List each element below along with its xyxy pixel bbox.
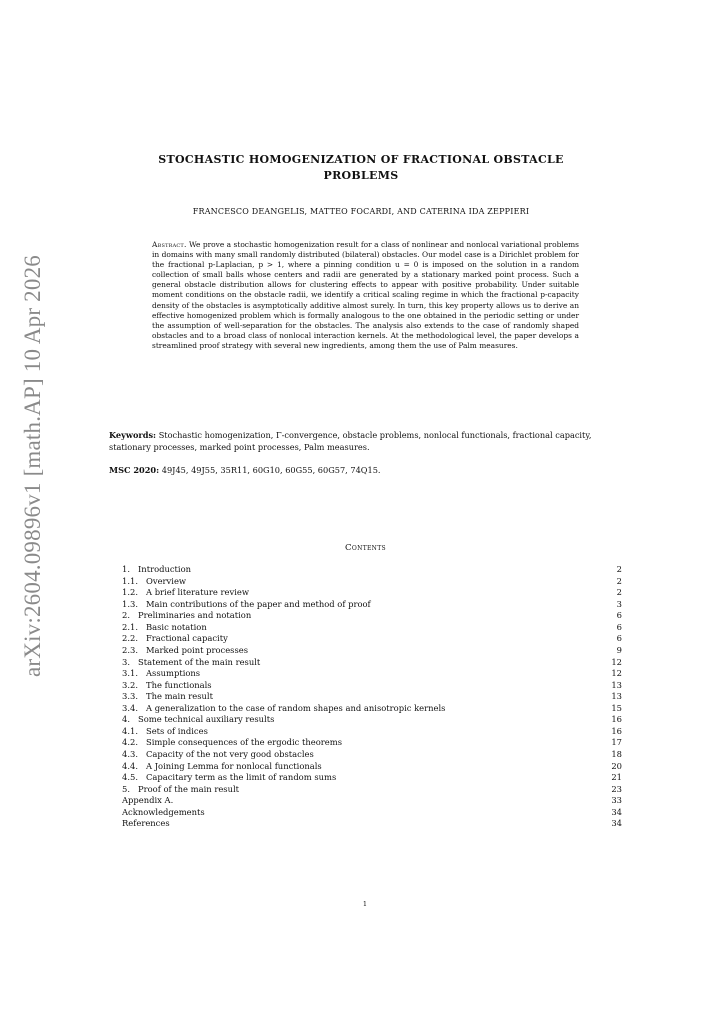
msc-text: 49J45, 49J55, 35R11, 60G10, 60G55, 60G57, 74Q15. [161,465,381,475]
toc-entry-number: 1.2. [122,587,138,598]
page-number: 1 [362,900,368,908]
toc-entry-title: A brief literature review [145,587,250,598]
toc-entry[interactable] [122,599,622,611]
toc-entry-page: 6 [616,633,622,644]
toc-entry[interactable] [122,714,622,726]
toc-entry-page: 34 [611,806,622,817]
toc-entry-number: 2.3. [122,644,138,655]
toc-entry-title: Proof of the main result [138,783,240,794]
toc-entry-page: 20 [611,760,622,771]
toc-entry[interactable] [122,807,622,819]
toc-entry-page: 21 [611,772,622,783]
toc-entry-number: 3.3. [122,691,138,702]
toc-entry-page: 12 [611,656,622,667]
toc-entry-number: 2.1. [122,621,138,632]
toc-entry[interactable] [122,657,622,669]
toc-entry-number: 1. [122,564,130,574]
toc-entry-number: 3.4. [122,702,138,713]
toc-entry-title: Capacitary term as the limit of random sums [145,772,337,783]
toc-entry-number: 3.2. [122,679,138,690]
toc-entry-page: 6 [616,621,622,632]
toc-entry-title: References [122,818,170,829]
contents-title: Contents [345,543,386,553]
msc-label: MSC 2020: [109,465,160,475]
toc-entry[interactable] [122,726,622,738]
toc-entry[interactable] [122,668,622,680]
toc-entry-page: 15 [611,702,622,713]
toc-entry-page: 2 [616,575,622,586]
toc-entry[interactable] [122,772,622,784]
toc-entry[interactable] [122,622,622,634]
toc-entry[interactable] [122,680,622,692]
table-of-contents [122,564,622,830]
toc-entry-number: 3.1. [122,668,138,679]
toc-entry[interactable] [122,737,622,749]
toc-entry-number: 1.3. [122,598,138,609]
toc-entry-title: A Joining Lemma for nonlocal functionals [145,760,322,771]
toc-entry-number: 4.2. [122,737,138,748]
toc-entry-page: 12 [611,668,622,679]
toc-entry-page: 13 [611,691,622,702]
paper-authors: FRANCESCO DEANGELIS, MATTEO FOCARDI, AND CATERINA IDA ZEPPIERI [192,207,530,216]
toc-entry-title: Marked point processes [145,644,249,655]
abstract-text: We prove a stochastic homogenization result for a class of nonlinear and nonlocal variational problems in domains with many small randomly distributed (bilateral) obstacles. Our model case is a Dirichlet problem for the fractional p-Laplacian, p > 1, where a pinning condition u = 0 is imposed on the solution in a random collection of small balls whose centers and radii are generated by a stationary marked point process. Such a general obstacle distribution allows for clustering effects to appear with positive probability. Under suitable moment conditions on the obstacle radii, we identify a critical scaling regime in which the fractional p-capacity density of the obstacles is asymptotically additive almost surely. In turn, this key property allows us to derive an effective homogenized problem which is formally analogous to the one obtained in the periodic setting or under the assumption of well-separation for the obstacles. The analysis also extends to the case of randomly shaped obstacles and to a broad class of nonlocal interaction kernels. At the methodological level, the paper develops a streamlined proof strategy with several new ingredients, among them the use of Palm measures. [152,240,579,350]
toc-entry[interactable] [122,645,622,657]
toc-entry[interactable] [122,691,622,703]
toc-entry-page: 3 [616,598,622,609]
toc-entry-number: 4.5. [122,772,138,783]
toc-entry[interactable] [122,564,622,576]
toc-entry[interactable] [122,761,622,773]
paper-title: STOCHASTIC HOMOGENIZATION OF FRACTIONAL OBSTACLE PROBLEMS [158,153,564,182]
toc-entry-page: 13 [611,679,622,690]
toc-entry-number: 3. [122,656,130,667]
toc-entry-title: Capacity of the not very good obstacles [145,749,314,759]
toc-entry-number: 4.1. [122,725,138,736]
toc-entry-title: Preliminaries and notation [138,610,252,621]
abstract [152,240,579,351]
toc-entry[interactable] [122,784,622,796]
toc-entry-title: Some technical auxiliary results [138,714,275,725]
toc-entry[interactable] [122,610,622,622]
toc-entry-title: Acknowledgements [122,806,205,817]
toc-entry-page: 2 [616,587,622,598]
toc-entry-page: 34 [611,818,622,829]
toc-entry-number: 5. [122,783,130,794]
toc-entry-title: Basic notation [145,621,207,632]
arxiv-identifier: arXiv:2604.09896v1 [math.AP] 10 Apr 2026 [20,255,45,677]
toc-entry-title: Simple consequences of the ergodic theorems [145,737,342,748]
toc-entry-title: Statement of the main result [138,656,261,667]
toc-entry-title: The main result [145,691,213,702]
toc-entry-number: 4.4. [122,760,138,771]
keywords [109,430,622,453]
toc-entry-title: Overview [145,575,187,586]
toc-entry-title: Sets of indices [145,725,208,736]
toc-entry-number: 2.2. [122,633,138,644]
toc-entry-page: 2 [616,564,622,574]
keywords-text: Stochastic homogenization, Γ-convergence, obstacle problems, nonlocal functionals, fractional capacity, stationary processes, marked point processes, Palm measures. [109,430,592,452]
toc-entry-page: 33 [611,795,622,806]
toc-entry-page: 23 [611,783,622,794]
toc-entry-number: 2. [122,610,130,621]
toc-entry-title: Fractional capacity [145,633,228,644]
toc-entry-page: 6 [616,610,622,621]
toc-entry-title: Main contributions of the paper and method of proof [145,598,371,609]
toc-entry-number: 1.1. [122,575,138,586]
toc-entry[interactable] [122,576,622,588]
toc-entry-page: 17 [611,737,622,748]
toc-entry[interactable] [122,703,622,715]
toc-entry-page: 16 [611,714,622,725]
abstract-heading: Abstract. [152,240,187,249]
toc-entry-number: 4. [122,714,130,725]
toc-entry-title: Introduction [138,564,192,574]
toc-entry-title: Assumptions [145,668,201,679]
keywords-label: Keywords: [109,430,157,440]
toc-entry-page: 16 [611,725,622,736]
toc-entry[interactable] [122,633,622,645]
toc-entry-title: Appendix A. [122,795,174,806]
toc-entry[interactable] [122,587,622,599]
toc-entry-title: A generalization to the case of random shapes and anisotropic kernels [145,702,446,713]
arxiv-identifier-margin [14,255,52,677]
toc-entry-page: 18 [611,749,622,759]
toc-entry-title: The functionals [145,679,212,690]
toc-entry-number: 4.3. [122,749,138,759]
toc-entry[interactable] [122,818,622,830]
msc-classification [109,465,622,477]
toc-entry[interactable] [122,749,622,761]
toc-entry[interactable] [122,795,622,807]
toc-entry-page: 9 [616,644,622,655]
